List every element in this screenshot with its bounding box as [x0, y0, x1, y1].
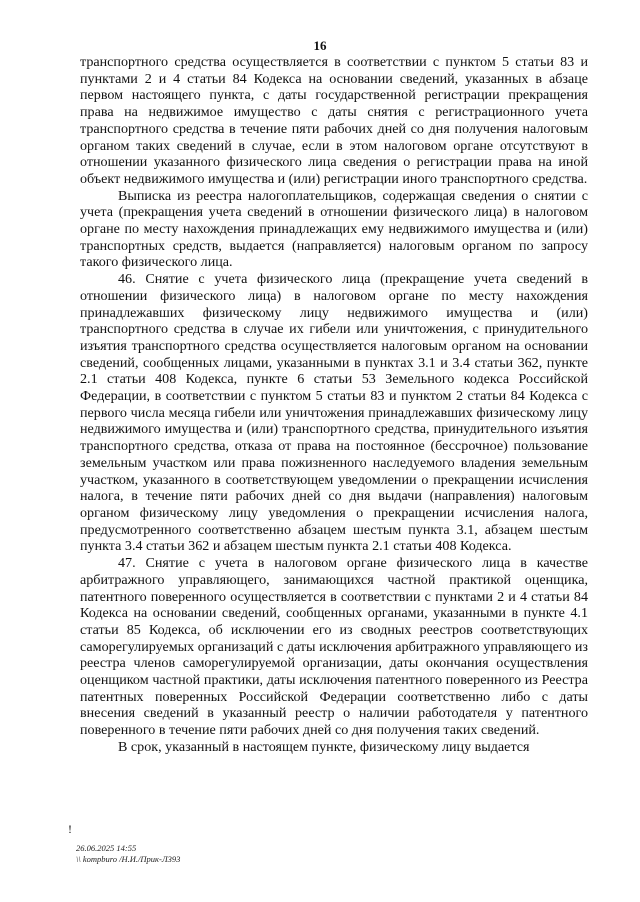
page-number: 16 [313, 38, 327, 53]
paragraph-item-46: 46. Снятие с учета физического лица (прекращение учета сведений в отношении физического лица) в налоговом органе по месту нахождения принадлежавших физическому лицу недвижимого имущества и (или) транспортного средства в случае их гибели или уничтожения, с принудительного изъятия транспортного средства осуществляется налоговым органом на основании сведений, сообщенных лицами, указанными в пунктах 3.1 и 3.4 статьи 362, пункте 2.1 статьи 408 Кодекса, пункте 6 статьи 53 Земельного кодекса Российской Федерации, в соответствии с пунктом 5 статьи 83 и пунктом 2 статьи 84 Кодекса с первого числа месяца гибели или уничтожения принадлежавших физическому лицу недвижимого имущества и (или) транспортного средства, принудительного изъятия транспортного средства, отказа от права на постоянное (бессрочное) пользование земельным участком или права пожизненного наследуемого владения земельным участком, указанного в соответствующем уведомлении о прекращении исчисления налога, в течение пяти рабочих дней со дня выдачи (направления) налоговым органом физическому лицу уведомления о прекращении исчисления налога, предусмотренного соответственно абзацем шестым пункта 3.1, абзацем шестым пункта 3.4 статьи 362 и абзацем шестым пункта 2.1 статьи 408 Кодекса. [80, 271, 588, 555]
paragraph-item-47: 47. Снятие с учета в налоговом органе физического лица в качестве арбитражного управляющего, занимающихся частной практикой оценщика, патентного поверенного осуществляется в соответствии с пунктами 2 и 4 статьи 84 Кодекса на основании сведений, сообщенных органами, указанными в пункте 4.1 статьи 85 Кодекса, об исключении его из сводных реестров соответствующих саморегулируемых организаций с даты исключения арбитражного управляющего из реестра членов саморегулируемой организации, даты окончания осуществления оценщиком частной практики, даты исключения патентного поверенного из Реестра патентных поверенных Российской Федерации соответственно либо с даты внесения сведений в указанный реестр о наличии работодателя у патентного поверенного в течение пяти рабочих дней со дня получения таких сведений. [80, 555, 588, 739]
paragraph-continuation: транспортного средства осуществляется в соответствии с пунктом 5 статьи 83 и пунктами 2 и 4 статьи 84 Кодекса на основании сведений, указанных в абзаце первом настоящего пункта, с даты государственной регистрации прекращения права на недвижимое имущество с даты снятия с регистрационного учета транспортного средства в течение пяти рабочих дней со дня получения налоговым органом таких сведений в случае, если в этом налоговом органе отсутствуют в отношении указанного физического лица сведения о регистрации права на иной объект недвижимого имущества и (или) регистрации иного транспортного средства. [80, 54, 588, 187]
paragraph-extract-register: Выписка из реестра налогоплательщиков, содержащая сведения о снятии с учета (прекращения учета сведений в отношении физического лица) в налоговом органе по месту нахождения принадлежащих ему недвижимого имущества и (или) транспортных средств, выдается (направляется) налоговым органом по запросу такого физического лица. [80, 187, 588, 271]
footer-file-path: \\ kompburo /Н.И./Прик-Л393 [76, 854, 181, 864]
footer [76, 843, 180, 865]
footer-date: 26.06.2025 14:55 [76, 843, 137, 853]
document-body [80, 54, 588, 756]
margin-mark: ! [68, 822, 72, 836]
paragraph-deadline: В срок, указанный в настоящем пункте, физическому лицу выдается [118, 738, 530, 755]
